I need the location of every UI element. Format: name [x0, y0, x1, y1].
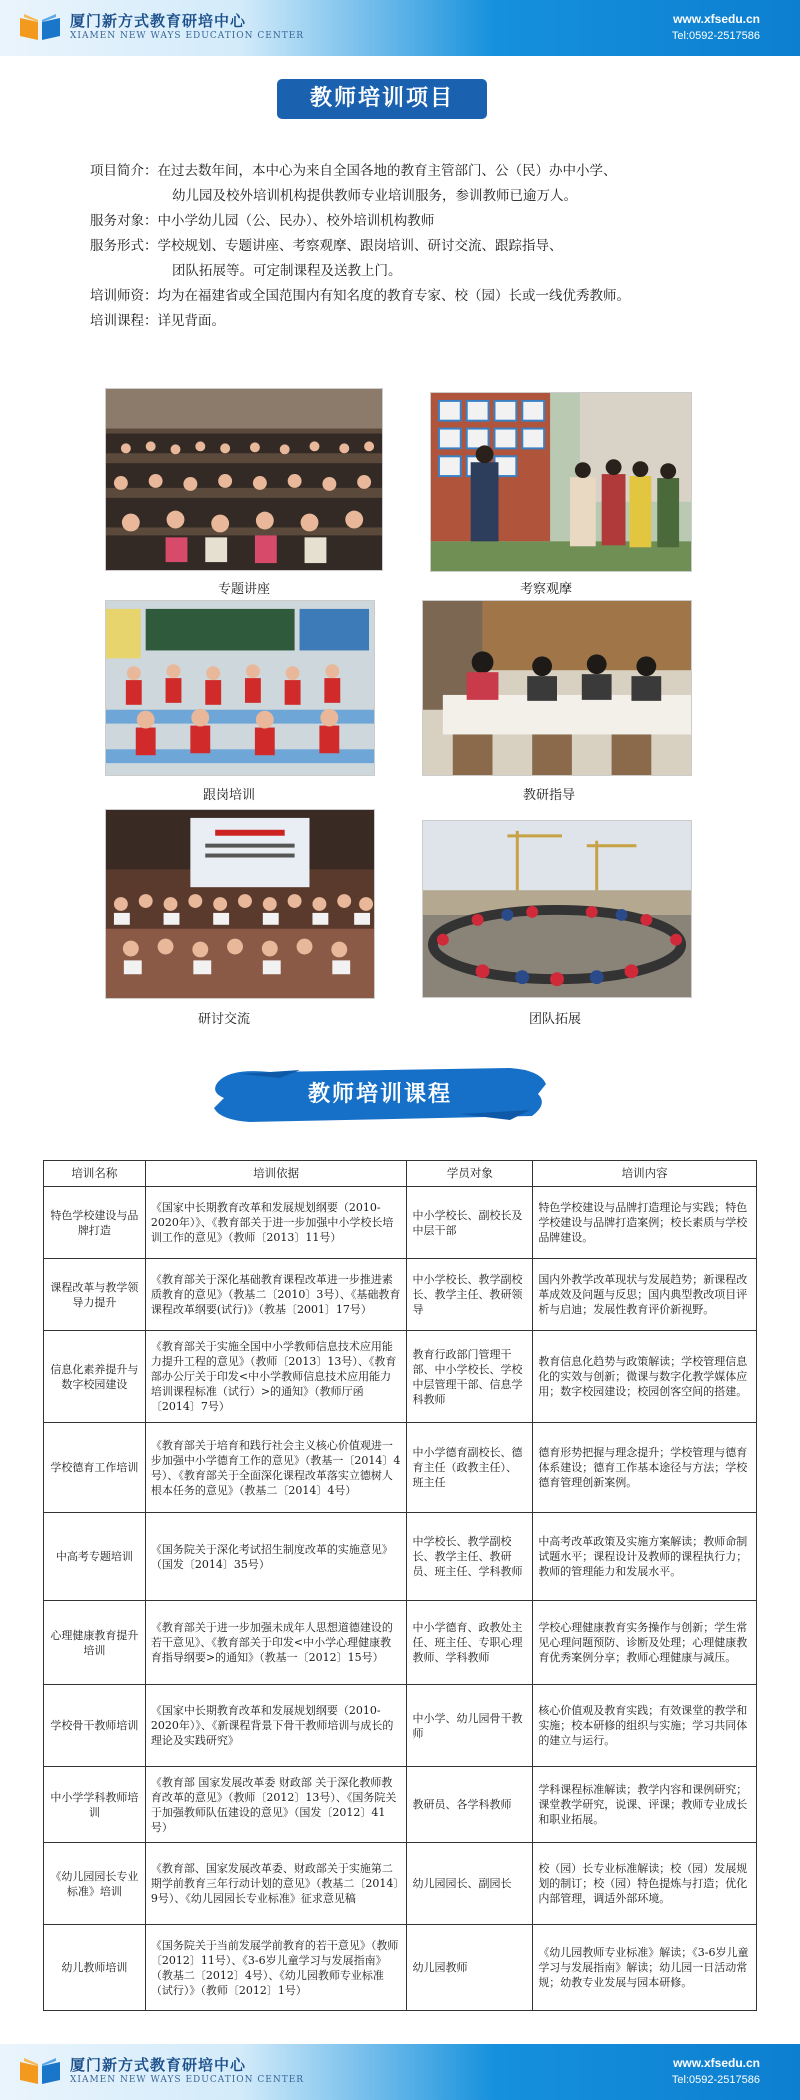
- intro-summary-cont: 幼儿园及校外培训机构提供教师专业培训服务，参训教师已逾万人。: [172, 188, 577, 204]
- table-row: [44, 1685, 757, 1767]
- course-content: 核心价值观及教育实践；有效课堂的教学和实施；校本研修的组织与实施；学习共同体的建立与运行。: [533, 1685, 757, 1767]
- header-banner: [0, 0, 800, 56]
- photo-lecture: [105, 388, 383, 571]
- course-basis: 《国务院关于当前发展学前教育的若干意见》（教师〔2012〕11号）、《3-6岁儿童学习与发展指南》（教基二〔2012〕4号）、《幼儿园教师专业标准（试行）》（教师〔2012〕1号）: [145, 1925, 407, 2011]
- course-name: 课程改革与教学领导力提升: [44, 1259, 146, 1331]
- course-content: 特色学校建设与品牌打造理论与实践；特色学校建设与品牌打造案例；校长素质与学校品牌建设。: [533, 1187, 757, 1259]
- intro-forms: 服务形式：学校规划、专题讲座、考察观摩、跟岗培训、研讨交流、跟踪指导、: [90, 238, 563, 254]
- course-audience: 幼儿园教师: [407, 1925, 533, 2011]
- course-basis: 《教育部关于进一步加强未成年人思想道德建设的若干意见》、《教育部关于印发<中小学心理健康教育指导纲要>的通知》（教基一〔2012〕15号）: [145, 1601, 407, 1685]
- course-name: 《幼儿园园长专业标准》培训: [44, 1843, 146, 1925]
- course-content: 中高考改革政策及实施方案解读；教师命制试题水平；课程设计及教师的课程执行力；教师的管理能力和发展水平。: [533, 1513, 757, 1601]
- intro-courses: 培训课程：详见背面。: [90, 313, 225, 329]
- photo-shadow-training: [105, 600, 375, 776]
- course-name: 学校德育工作培训: [44, 1423, 146, 1513]
- course-audience: 教研员、各学科教师: [407, 1767, 533, 1843]
- table-row: [44, 1423, 757, 1513]
- table-row: [44, 1767, 757, 1843]
- course-audience: 中小学德育、政教处主任、班主任、专职心理教师、学科教师: [407, 1601, 533, 1685]
- course-audience: 中小学校长、副校长及中层干部: [407, 1187, 533, 1259]
- table-row: [44, 1187, 757, 1259]
- caption-team-building: 团队拓展: [528, 1012, 581, 1027]
- course-audience: 幼儿园园长、副园长: [407, 1843, 533, 1925]
- course-name: 中高考专题培训: [44, 1513, 146, 1601]
- col-header-content: 培训内容: [533, 1161, 757, 1187]
- course-content: 德育形势把握与理念提升；学校管理与德育体系建设；德育工作基本途径与方法；学校德育管理创新案例。: [533, 1423, 757, 1513]
- col-header-audience: 学员对象: [407, 1161, 533, 1187]
- course-name: 特色学校建设与品牌打造: [44, 1187, 146, 1259]
- col-header-name: 培训名称: [44, 1161, 146, 1187]
- course-name: 中小学学科教师培训: [44, 1767, 146, 1843]
- course-basis: 《教育部 国家发展改革委 财政部 关于深化教师教育改革的意见》（教师〔2012〕13号）、《国务院关于加强教师队伍建设的意见》（国发〔2012〕41号）: [145, 1767, 407, 1843]
- org-name-en: XIAMEN NEW WAYS EDUCATION CENTER: [70, 2075, 305, 2085]
- telephone: Tel:0592-2517586: [671, 30, 760, 42]
- footer-banner: [0, 2044, 800, 2100]
- caption-lecture: 专题讲座: [217, 582, 270, 597]
- intro-section: [90, 160, 730, 335]
- course-name: 学校骨干教师培训: [44, 1685, 146, 1767]
- page-title: 教师培训项目: [277, 79, 487, 119]
- course-name: 幼儿教师培训: [44, 1925, 146, 2011]
- table-header-row: [44, 1161, 757, 1187]
- course-audience: 教育行政部门管理干部、中小学校长、学校中层管理干部、信息学科教师: [407, 1331, 533, 1423]
- course-name: 心理健康教育提升培训: [44, 1601, 146, 1685]
- caption-shadow-training: 跟岗培训: [202, 788, 255, 803]
- col-header-basis: 培训依据: [145, 1161, 407, 1187]
- table-row: [44, 1843, 757, 1925]
- course-basis: 《教育部、国家发展改革委、财政部关于实施第二期学前教育三年行动计划的意见》（教基二〔2014〕9号）、《幼儿园园长专业标准》征求意见稿: [145, 1843, 407, 1925]
- intro-summary: 项目简介：在过去数年间，本中心为来自全国各地的教育主管部门、公（民）办中小学、: [90, 163, 617, 179]
- table-row: [44, 1601, 757, 1685]
- course-basis: 《教育部关于培育和践行社会主义核心价值观进一步加强中小学德育工作的意见》（教基一〔2014〕4号）、《教育部关于全面深化课程改革落实立德树人根本任务的意见》（教基二〔2014〕4号）: [145, 1423, 407, 1513]
- course-basis: 《国家中长期教育改革和发展规划纲要（2010-2020年）》、《新课程背景下骨干教师培训与成长的理论及实践研究》: [145, 1685, 407, 1767]
- course-basis: 《教育部关于实施全国中小学教师信息技术应用能力提升工程的意见》（教师〔2013〕13号）、《教育部办公厅关于印发<中小学教师信息技术应用能力培训课程标准（试行）>的通知》（教师厅函〔2014〕7号）: [145, 1331, 407, 1423]
- photo-teaching-guidance: [422, 600, 692, 776]
- book-logo-icon: [18, 12, 62, 42]
- course-basis: 《国务院关于深化考试招生制度改革的实施意见》（国发〔2014〕35号）: [145, 1513, 407, 1601]
- photo-seminar: [105, 809, 375, 999]
- course-basis: 《教育部关于深化基础教育课程改革进一步推进素质教育的意见》（教基二〔2010〕3号）、《基础教育课程改革纲要(试行)》（教基〔2001〕17号）: [145, 1259, 407, 1331]
- course-content: 《幼儿园教师专业标准》解读；《3-6岁儿童学习与发展指南》解读；幼儿园一日活动常规；幼教专业发展与园本研修。: [533, 1925, 757, 2011]
- table-row: [44, 1513, 757, 1601]
- course-content: 国内外教学改革现状与发展趋势；新课程改革成效及问题与反思；国内典型教改项目评析与启迪；发展性教育评价新视野。: [533, 1259, 757, 1331]
- caption-teaching-guidance: 教研指导: [522, 788, 575, 803]
- course-audience: 中学校长、教学副校长、教学主任、教研员、班主任、学科教师: [407, 1513, 533, 1601]
- table-row: [44, 1925, 757, 2011]
- caption-observation: 考察观摩: [519, 582, 572, 597]
- org-name-cn: 厦门新方式教育研培中心: [70, 12, 247, 30]
- caption-seminar: 研讨交流: [197, 1012, 250, 1027]
- course-audience: 中小学德育副校长、德育主任（政教主任）、班主任: [407, 1423, 533, 1513]
- course-section-title: 教师培训课程: [307, 1082, 452, 1107]
- course-audience: 中小学校长、教学副校长、教学主任、教研领导: [407, 1259, 533, 1331]
- table-row: [44, 1331, 757, 1423]
- course-content: 校（园）长专业标准解读；校（园）发展规划的制订；校（园）特色提炼与打造；优化内部管理，调适外部环境。: [533, 1843, 757, 1925]
- course-content: 学科课程标准解读；教学内容和课例研究；课堂教学研究，说课、评课；教师专业成长和职业拓展。: [533, 1767, 757, 1843]
- intro-audience: 服务对象：中小学幼儿园（公、民办）、校外培训机构教师: [90, 213, 435, 229]
- course-table: [43, 1160, 757, 2011]
- intro-forms-cont: 团队拓展等。可定制课程及送教上门。: [172, 263, 402, 279]
- photo-team-building: [422, 820, 692, 998]
- photo-observation: [430, 392, 692, 572]
- website[interactable]: www.xfsedu.cn: [673, 12, 760, 26]
- course-audience: 中小学、幼儿园骨干教师: [407, 1685, 533, 1767]
- table-row: [44, 1259, 757, 1331]
- course-basis: 《国家中长期教育改革和发展规划纲要（2010-2020年）》、《教育部关于进一步加强中小学校长培训工作的意见》（教师〔2013〕11号）: [145, 1187, 407, 1259]
- website[interactable]: www.xfsedu.cn: [673, 2056, 760, 2070]
- book-logo-icon: [18, 2056, 62, 2086]
- course-content: 教育信息化趋势与政策解读；学校管理信息化的实效与创新；微课与数字化教学媒体应用；数字校园建设；校园创客空间的搭建。: [533, 1331, 757, 1423]
- intro-teachers: 培训师资：均为在福建省或全国范围内有知名度的教育专家、校（园）长或一线优秀教师。: [90, 288, 630, 304]
- course-name: 信息化素养提升与数字校园建设: [44, 1331, 146, 1423]
- course-content: 学校心理健康教育实务操作与创新；学生常见心理问题预防、诊断及处理；心理健康教育优秀案例分享；教师心理健康与减压。: [533, 1601, 757, 1685]
- telephone: Tel:0592-2517586: [671, 2074, 760, 2086]
- org-name-cn: 厦门新方式教育研培中心: [70, 2056, 247, 2074]
- org-name-en: XIAMEN NEW WAYS EDUCATION CENTER: [70, 31, 305, 41]
